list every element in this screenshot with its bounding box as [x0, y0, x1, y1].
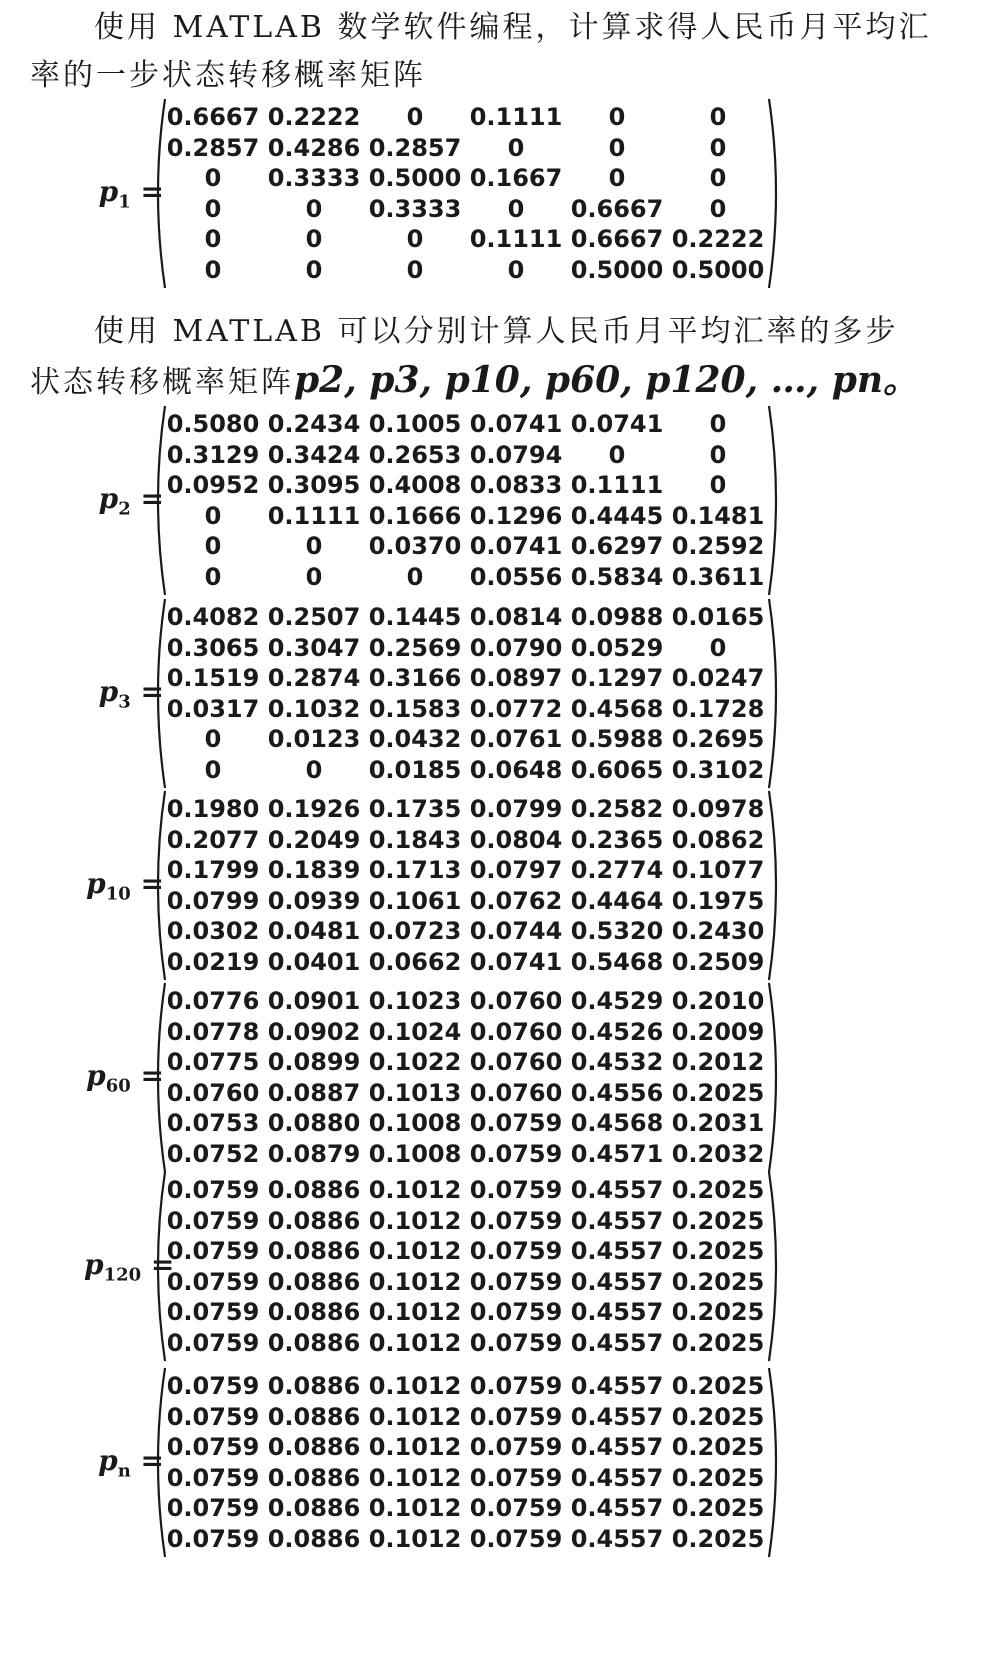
matrix-cell: 0.2009: [671, 1017, 765, 1046]
intro-line-1: 使用 MATLAB 数学软件编程，计算求得人民币月平均汇: [94, 10, 932, 45]
matrix-cell: 0.6065: [570, 755, 664, 784]
mid-line-1: 使用 MATLAB 可以分别计算人民币月平均汇率的多步: [94, 314, 899, 349]
equals-sign: =: [130, 1443, 164, 1477]
matrix-cell: 0.1008: [368, 1109, 462, 1137]
matrix-cell: 0.0556: [469, 562, 563, 591]
matrix-cell: 0.0886: [267, 1267, 361, 1296]
matrix-subscript: 60: [105, 1075, 131, 1097]
right-paren: [765, 97, 785, 290]
matrix-cell: 0.2857: [368, 133, 462, 162]
matrix-cell: 0: [305, 255, 323, 284]
matrix-cell: 0.5000: [671, 255, 765, 284]
matrix-p2: [0, 410, 1000, 593]
matrix-cell: 0.1023: [368, 987, 462, 1015]
matrix-cell: 0.1012: [368, 1494, 462, 1522]
matrix-cell: 0.0760: [166, 1078, 260, 1107]
matrix-cell: 0.2569: [368, 633, 462, 662]
matrix-cell: 0: [305, 562, 323, 591]
matrix-cell: 0.1111: [570, 471, 664, 499]
matrix-cell: 0.4529: [570, 987, 664, 1015]
matrix-cell: 0.1843: [368, 825, 462, 854]
matrix-cell: 0.1583: [368, 694, 462, 723]
matrix-cell: 0.4082: [166, 603, 260, 631]
matrix-cell: 0.4557: [570, 1176, 664, 1204]
matrix-cell: 0.2010: [671, 987, 765, 1015]
matrix-cell: 0: [406, 255, 424, 284]
matrix-cell: 0.0799: [469, 795, 563, 823]
matrix-cell: 0.3333: [267, 164, 361, 192]
matrix-cell: 0.1445: [368, 603, 462, 631]
matrix-cell: 0: [204, 194, 222, 223]
matrix-cell: 0.0759: [166, 1298, 260, 1326]
matrix-cell: 0.0901: [267, 987, 361, 1015]
matrix-cell: 0.0759: [469, 1372, 563, 1400]
matrix-cell: 0: [507, 194, 525, 223]
matrix-subscript: 10: [105, 883, 131, 905]
matrix-cell: 0.0247: [671, 664, 765, 692]
matrix-cell: 0.1012: [368, 1372, 462, 1400]
matrix-cell: 0.1926: [267, 795, 361, 823]
matrix-cell: 0.0814: [469, 603, 563, 631]
matrix-cell: 0.1728: [671, 694, 765, 723]
matrix-cell: 0.0797: [469, 856, 563, 884]
matrix-cell: 0.2025: [671, 1402, 765, 1431]
matrix-cell: 0.0775: [166, 1048, 260, 1076]
equals-sign: =: [130, 481, 164, 515]
intro-paragraph: [30, 4, 980, 100]
matrix-cell: 0.6667: [570, 225, 664, 253]
matrix-cell: 0.0185: [368, 755, 462, 784]
matrix-p1: [0, 103, 1000, 286]
matrix-cell: 0.0165: [671, 603, 765, 631]
matrix-cell: 0.0772: [469, 694, 563, 723]
matrix-cell: 0.4568: [570, 694, 664, 723]
matrix-cell: 0.0886: [267, 1176, 361, 1204]
matrix-cell: 0.0759: [469, 1402, 563, 1431]
matrix-cell: 0.3102: [671, 755, 765, 784]
matrix-cell: 0.2025: [671, 1237, 765, 1265]
matrix-cell: 0.0760: [469, 1017, 563, 1046]
right-paren: [765, 981, 785, 1174]
matrix-cell: 0.1012: [368, 1267, 462, 1296]
matrix-subscript: 2: [118, 498, 131, 520]
matrix-cell: 0: [204, 725, 222, 753]
matrix-p120: [0, 1176, 1000, 1359]
matrix-cell: 0.0401: [267, 947, 361, 976]
matrix-cell: 0.4286: [267, 133, 361, 162]
matrix-cell: 0.6667: [570, 194, 664, 223]
matrix-cell: 0.0759: [166, 1237, 260, 1265]
matrix-cell: 0.2695: [671, 725, 765, 753]
matrix-cell: 0.0886: [267, 1463, 361, 1492]
matrix-cell: 0.0760: [469, 987, 563, 1015]
matrix-cell: 0.0741: [469, 947, 563, 976]
matrix-cell: 0: [204, 164, 222, 192]
matrix-cell: 0.4557: [570, 1328, 664, 1357]
matrix-cell: 0.4557: [570, 1206, 664, 1235]
matrix-cell: 0.0760: [469, 1078, 563, 1107]
mid-line-2: 状态转移概率矩阵p2, p3, p10, p60, p120, …, pn。: [30, 359, 920, 401]
matrix-cell: 0: [204, 225, 222, 253]
matrix-p3: [0, 603, 1000, 786]
matrix-cell: 0.2025: [671, 1267, 765, 1296]
matrix-cell: 0.4568: [570, 1109, 664, 1137]
matrix-cell: 0.1012: [368, 1524, 462, 1553]
equals-sign: =: [130, 866, 164, 900]
matrix-cell: 0.1024: [368, 1017, 462, 1046]
matrix-cell: 0: [507, 133, 525, 162]
matrix-cell: 0.2032: [671, 1139, 765, 1168]
matrix-cell: 0.0741: [469, 410, 563, 438]
matrix-cell: 0.2025: [671, 1372, 765, 1400]
matrix-cell: 0.2222: [267, 103, 361, 131]
matrix-cell: 0.2592: [671, 532, 765, 560]
matrix-cell: 0.1013: [368, 1078, 462, 1107]
matrix-cell: 0.0880: [267, 1109, 361, 1137]
matrix-subscript: n: [117, 1460, 131, 1482]
matrix-cell: 0.2857: [166, 133, 260, 162]
matrix-cell: 0.0902: [267, 1017, 361, 1046]
matrix-cell: 0.4556: [570, 1078, 664, 1107]
matrix-cell: 0.1111: [469, 225, 563, 253]
matrix-cell: 0.0759: [469, 1524, 563, 1553]
matrix-cell: 0.0759: [469, 1176, 563, 1204]
matrix-cell: 0.2025: [671, 1463, 765, 1492]
matrix-cell: 0.0662: [368, 947, 462, 976]
matrix-cell: 0.1799: [166, 856, 260, 884]
intro-line-2: 率的一步状态转移概率矩阵: [30, 58, 426, 93]
matrix-cell: 0.0794: [469, 440, 563, 469]
matrix-cell: 0.1012: [368, 1206, 462, 1235]
matrix-cell: 0.5988: [570, 725, 664, 753]
matrix-cell: 0.2222: [671, 225, 765, 253]
matrix-cell: 0: [305, 755, 323, 784]
matrix-cell: 0.0741: [469, 532, 563, 560]
equals-sign: =: [141, 1247, 175, 1281]
matrix-cell: 0.1667: [469, 164, 563, 192]
matrix-cell: 0.2025: [671, 1078, 765, 1107]
matrix-cell: 0.0759: [166, 1206, 260, 1235]
matrix-cell: 0.0886: [267, 1372, 361, 1400]
matrix-symbol: p: [86, 866, 106, 900]
matrix-cell: 0.1022: [368, 1048, 462, 1076]
matrix-cell: 0: [709, 164, 727, 192]
matrix-cell: 0.0939: [267, 886, 361, 915]
matrix-cell: 0: [406, 103, 424, 131]
matrix-cell: 0.2025: [671, 1176, 765, 1204]
matrix-cell: 0.2509: [671, 947, 765, 976]
matrix-cell: 0: [709, 410, 727, 438]
matrix-cell: 0.2582: [570, 795, 664, 823]
matrix-cell: 0: [709, 103, 727, 131]
matrix-cell: 0.2025: [671, 1298, 765, 1326]
matrix-cell: 0.0759: [469, 1328, 563, 1357]
matrix-cell: 0: [608, 103, 626, 131]
right-paren: [765, 789, 785, 982]
matrix-cell: 0.0952: [166, 471, 260, 499]
matrix-cell: 0.1005: [368, 410, 462, 438]
matrix-cell: 0.0804: [469, 825, 563, 854]
matrix-cell: 0: [305, 194, 323, 223]
matrix-cell: 0.4557: [570, 1267, 664, 1296]
matrix-cell: 0.4557: [570, 1433, 664, 1461]
right-paren: [765, 404, 785, 597]
matrix-cell: 0.2507: [267, 603, 361, 631]
matrix-cell: 0.2025: [671, 1524, 765, 1553]
matrix-cell: 0: [608, 440, 626, 469]
matrix-cell: 0.4008: [368, 471, 462, 499]
matrix-cell: 0.0753: [166, 1109, 260, 1137]
matrix-cell: 0.2774: [570, 856, 664, 884]
matrix-cell: 0.0790: [469, 633, 563, 662]
matrix-cell: 0.1735: [368, 795, 462, 823]
matrix-symbol: p: [98, 481, 119, 515]
matrix-cell: 0.0741: [570, 410, 664, 438]
matrix-cell: 0.0887: [267, 1078, 361, 1107]
matrix-cell: 0: [204, 501, 222, 530]
matrix-cell: 0.5468: [570, 947, 664, 976]
matrix-cell: 0.0752: [166, 1139, 260, 1168]
matrix-p60: [0, 987, 1000, 1170]
matrix-cell: 0.2025: [671, 1494, 765, 1522]
matrix-cell: 0.0759: [469, 1494, 563, 1522]
matrix-cell: 0.1012: [368, 1402, 462, 1431]
matrix-cell: 0: [709, 440, 727, 469]
matrix-cell: 0.1666: [368, 501, 462, 530]
matrix-cell: 0.1061: [368, 886, 462, 915]
matrix-cell: 0.1481: [671, 501, 765, 530]
matrix-cell: 0.4557: [570, 1524, 664, 1553]
matrix-cell: 0.0759: [469, 1267, 563, 1296]
matrix-cell: 0.0529: [570, 633, 664, 662]
matrix-cell: 0.2025: [671, 1433, 765, 1461]
matrix-cell: 0.0759: [166, 1328, 260, 1357]
matrix-symbol: p: [98, 1443, 118, 1477]
matrix-cell: 0.0886: [267, 1298, 361, 1326]
matrix-cell: 0.0886: [267, 1237, 361, 1265]
matrix-symbol: p: [98, 674, 119, 708]
matrix-cell: 0: [204, 562, 222, 591]
matrix-cell: 0.4557: [570, 1298, 664, 1326]
equals-sign: =: [130, 174, 164, 208]
matrix-cell: 0.1713: [368, 856, 462, 884]
equals-sign: =: [130, 674, 164, 708]
matrix-cell: 0: [709, 194, 727, 223]
matrix-cell: 0.5834: [570, 562, 664, 591]
matrix-cell: 0.0648: [469, 755, 563, 784]
matrix-cell: 0.1012: [368, 1328, 462, 1357]
matrix-cell: 0.3424: [267, 440, 361, 469]
matrix-cell: 0.0219: [166, 947, 260, 976]
matrix-cell: 0.4557: [570, 1237, 664, 1265]
matrix-cell: 0.0776: [166, 987, 260, 1015]
matrix-symbol-list: p2, p3, p10, p60, p120, …, pn。: [294, 359, 920, 401]
matrix-pn: [0, 1372, 1000, 1555]
matrix-cell: 0.3065: [166, 633, 260, 662]
matrix-cell: 0.2025: [671, 1206, 765, 1235]
matrix-subscript: 1: [118, 191, 131, 213]
matrix-cell: 0.0799: [166, 886, 260, 915]
matrix-cell: 0.6297: [570, 532, 664, 560]
matrix-cell: 0.0759: [166, 1433, 260, 1461]
matrix-symbol: p: [86, 1058, 106, 1092]
matrix-cell: 0.4526: [570, 1017, 664, 1046]
matrix-cell: 0.2077: [166, 825, 260, 854]
matrix-cell: 0.2025: [671, 1328, 765, 1357]
matrix-symbol: p: [84, 1247, 104, 1281]
matrix-cell: 0.0759: [469, 1237, 563, 1265]
equals-sign: =: [130, 1058, 164, 1092]
matrix-cell: 0.0759: [166, 1494, 260, 1522]
matrix-cell: 0.0762: [469, 886, 563, 915]
matrix-cell: 0.0123: [267, 725, 361, 753]
matrix-cell: 0.5000: [368, 164, 462, 192]
matrix-cell: 0.4464: [570, 886, 664, 915]
matrix-cell: 0.0759: [166, 1372, 260, 1400]
matrix-cell: 0.2430: [671, 917, 765, 945]
matrix-cell: 0.0862: [671, 825, 765, 854]
matrix-cell: 0.3166: [368, 664, 462, 692]
matrix-cell: 0: [608, 164, 626, 192]
matrix-cell: 0.3095: [267, 471, 361, 499]
matrix-cell: 0.1296: [469, 501, 563, 530]
matrix-cell: 0.0886: [267, 1433, 361, 1461]
matrix-cell: 0.1012: [368, 1298, 462, 1326]
matrix-cell: 0.0759: [166, 1463, 260, 1492]
matrix-cell: 0.0759: [469, 1298, 563, 1326]
matrix-cell: 0.2874: [267, 664, 361, 692]
matrix-cell: 0.4557: [570, 1402, 664, 1431]
matrix-cell: 0.0759: [469, 1139, 563, 1168]
matrix-subscript: 3: [118, 691, 131, 713]
matrix-cell: 0.1012: [368, 1237, 462, 1265]
matrix-symbol: p: [98, 174, 119, 208]
matrix-cell: 0.0978: [671, 795, 765, 823]
matrix-cell: 0: [608, 133, 626, 162]
matrix-cell: 0.2049: [267, 825, 361, 854]
right-paren: [765, 597, 785, 790]
matrix-cell: 0.6667: [166, 103, 260, 131]
matrix-cell: 0.0886: [267, 1494, 361, 1522]
matrix-cell: 0.0759: [469, 1206, 563, 1235]
matrix-cell: 0.0302: [166, 917, 260, 945]
mid-paragraph: [30, 308, 980, 407]
matrix-cell: 0.0886: [267, 1206, 361, 1235]
matrix-cell: 0.1012: [368, 1176, 462, 1204]
matrix-cell: 0.4557: [570, 1463, 664, 1492]
matrix-cell: 0.2365: [570, 825, 664, 854]
matrix-cell: 0.4445: [570, 501, 664, 530]
matrix-cell: 0.0761: [469, 725, 563, 753]
matrix-cell: 0.0886: [267, 1328, 361, 1357]
matrix-cell: 0: [204, 755, 222, 784]
matrix-cell: 0: [507, 255, 525, 284]
matrix-cell: 0.0317: [166, 694, 260, 723]
matrix-cell: 0.0778: [166, 1017, 260, 1046]
matrix-cell: 0.4532: [570, 1048, 664, 1076]
matrix-cell: 0.1012: [368, 1433, 462, 1461]
matrix-cell: 0.1111: [267, 501, 361, 530]
matrix-cell: 0.1008: [368, 1139, 462, 1168]
matrix-cell: 0.2012: [671, 1048, 765, 1076]
matrix-cell: 0.0759: [166, 1402, 260, 1431]
matrix-cell: 0.0759: [166, 1524, 260, 1553]
matrix-cell: 0: [406, 562, 424, 591]
matrix-cell: 0.0723: [368, 917, 462, 945]
matrix-cell: 0: [204, 255, 222, 284]
matrix-cell: 0.4557: [570, 1372, 664, 1400]
matrix-cell: 0.1077: [671, 856, 765, 884]
matrix-cell: 0: [305, 225, 323, 253]
matrix-cell: 0.1519: [166, 664, 260, 692]
matrix-cell: 0.1111: [469, 103, 563, 131]
matrix-cell: 0.5080: [166, 410, 260, 438]
matrix-cell: 0.0432: [368, 725, 462, 753]
matrix-cell: 0.0897: [469, 664, 563, 692]
matrix-cell: 0.0759: [469, 1109, 563, 1137]
matrix-cell: 0: [305, 532, 323, 560]
matrix-cell: 0.1980: [166, 795, 260, 823]
matrix-p10: [0, 795, 1000, 978]
matrix-cell: 0.0481: [267, 917, 361, 945]
matrix-cell: 0.0899: [267, 1048, 361, 1076]
matrix-cell: 0.4571: [570, 1139, 664, 1168]
matrix-cell: 0.0833: [469, 471, 563, 499]
matrix-cell: 0.0759: [166, 1176, 260, 1204]
matrix-cell: 0.2031: [671, 1109, 765, 1137]
matrix-cell: 0.1839: [267, 856, 361, 884]
matrix-cell: 0: [709, 471, 727, 499]
matrix-cell: 0: [709, 133, 727, 162]
matrix-cell: 0.3333: [368, 194, 462, 223]
matrix-cell: 0.4557: [570, 1494, 664, 1522]
matrix-cell: 0.0879: [267, 1139, 361, 1168]
matrix-cell: 0.1032: [267, 694, 361, 723]
matrix-cell: 0.3047: [267, 633, 361, 662]
matrix-cell: 0.2653: [368, 440, 462, 469]
matrix-cell: 0.0744: [469, 917, 563, 945]
matrix-cell: 0.5320: [570, 917, 664, 945]
matrix-cell: 0.2434: [267, 410, 361, 438]
matrix-cell: 0.1297: [570, 664, 664, 692]
matrix-cell: 0: [406, 225, 424, 253]
matrix-subscript: 120: [103, 1264, 142, 1286]
matrix-cell: 0.1975: [671, 886, 765, 915]
matrix-cell: 0.0759: [166, 1267, 260, 1296]
matrix-cell: 0.0759: [469, 1433, 563, 1461]
matrix-cell: 0.0759: [469, 1463, 563, 1492]
matrix-cell: 0.0886: [267, 1402, 361, 1431]
matrix-cell: 0: [204, 532, 222, 560]
right-paren: [765, 1366, 785, 1559]
matrix-cell: 0: [709, 633, 727, 662]
matrix-cell: 0.0760: [469, 1048, 563, 1076]
right-paren: [765, 1170, 785, 1363]
matrix-cell: 0.0886: [267, 1524, 361, 1553]
matrix-cell: 0.3611: [671, 562, 765, 591]
matrix-cell: 0.0988: [570, 603, 664, 631]
matrix-cell: 0.1012: [368, 1463, 462, 1492]
matrix-cell: 0.3129: [166, 440, 260, 469]
matrix-cell: 0.0370: [368, 532, 462, 560]
matrix-cell: 0.5000: [570, 255, 664, 284]
